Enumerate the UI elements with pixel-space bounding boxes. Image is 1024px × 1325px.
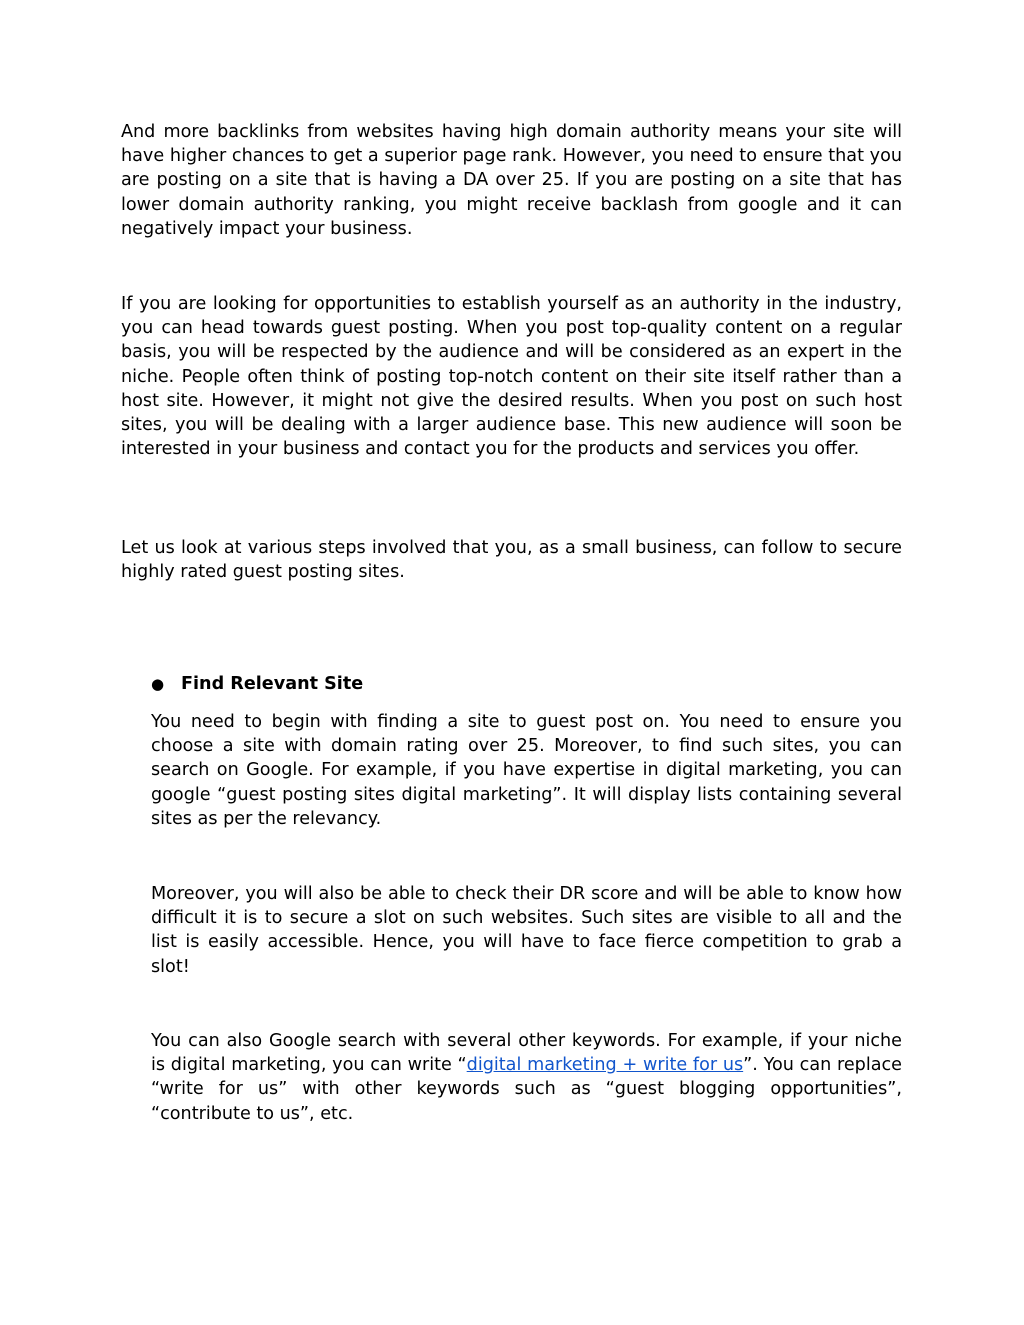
intro-paragraph-authority: If you are looking for opportunities to establish yourself as an authority in the industry, you can head towards guest posting. When you post top-quality content on a regular basis, you will be respected by the audience and will be considered as an expert in the niche. People often think of posting top-notch content on their site itself rather than a host site. However, it might not give the desired results. When you post on such host sites, you will be dealing with a larger audience base. This new audience will soon be interested in your business and contact you for the products and services you offer. <box>121 294 902 460</box>
intro-paragraph-steps: Let us look at various steps involved that you, as a small business, can follow to secure highly rated guest posting sites. <box>121 538 902 583</box>
keywords-text-before: You can also Google search with several other keywords. For example, if your niche is digital marketing, you can write “ <box>151 1031 902 1076</box>
section-paragraph-keywords <box>151 1029 902 1126</box>
section-paragraph-find-site: You need to begin with finding a site to guest post on. You need to ensure you choose a site with domain rating over 25. Moreover, to find such sites, you can search on Google. For example, if you have expertise in digital marketing, you can google “guest posting sites digital marketing”. It will display lists containing several sites as per the relevancy. <box>151 712 902 829</box>
keywords-text-after: ”. You can replace “write for us” with other keywords such as “guest blogging opportunities”, “contribute to us”, etc. <box>151 1055 903 1124</box>
write-for-us-link[interactable]: digital marketing + write for us <box>466 1055 744 1076</box>
section-paragraph-dr-score: Moreover, you will also be able to check their DR score and will be able to know how difficult it is to secure a slot on such websites. Such sites are visible to all and the list is easily accessible. Hence, you will have to face fierce competition to grab a slot! <box>151 884 902 977</box>
intro-paragraph-backlinks: And more backlinks from websites having high domain authority means your site will have higher chances to get a superior page rank. However, you need to ensure that you are posting on a site that is having a DA over 25. If you are posting on a site that has lower domain authority ranking, you might receive backlash from google and it can negatively impact your business. <box>121 122 902 239</box>
bullet-dot-icon: ● <box>151 675 165 693</box>
section-heading: Find Relevant Site <box>181 674 364 694</box>
